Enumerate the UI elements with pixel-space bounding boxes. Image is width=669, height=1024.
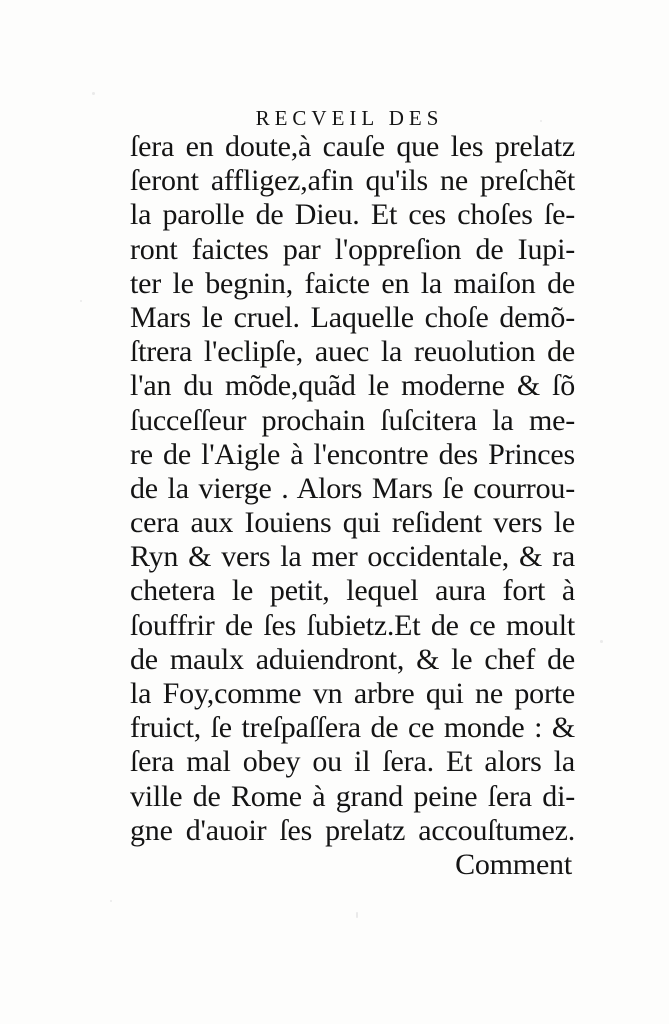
text-line: ville de Rome à grand peine ſera di- xyxy=(130,779,575,813)
text-line: ſera en doute,à cauſe que les prelatz xyxy=(130,130,575,163)
paper-speckle xyxy=(600,640,603,643)
paper-speckle xyxy=(80,300,82,302)
body-text xyxy=(130,130,575,882)
catchword: Comment xyxy=(455,847,572,881)
text-line: Ryn & vers la mer occidentale, & ra xyxy=(130,540,575,574)
text-line: ſucceſſeur prochain ſuſcitera la me- xyxy=(130,403,575,437)
paper-speckle xyxy=(356,912,358,918)
text-line: cera aux Iouiens qui reſident vers le xyxy=(130,506,575,540)
text-line: chetera le petit, lequel aura fort à xyxy=(130,574,575,608)
text-line: l'an du mõde,quãd le moderne & ſõ xyxy=(130,369,575,403)
text-line: Mars le cruel. Laquelle choſe demõ- xyxy=(130,300,575,334)
text-line: de la vierge . Alors Mars ſe courrou- xyxy=(130,471,575,505)
text-line: gne d'auoir ſes prelatz accouſtumez. xyxy=(130,813,575,847)
paper-speckle xyxy=(110,900,112,902)
text-line: ſtrera l'eclipſe, auec la reuolution de xyxy=(130,335,575,369)
text-line: ſera mal obey ou il ſera. Et alors la xyxy=(130,745,575,779)
paper-speckle xyxy=(92,92,95,95)
text-line: de maulx aduiendront, & le chef de xyxy=(130,642,575,676)
text-line: ſouffrir de ſes ſubietz.Et de ce moult xyxy=(130,608,575,642)
text-line: fruict, ſe treſpaſſera de ce monde : & xyxy=(130,711,575,745)
text-line: la Foy,comme vn arbre qui ne porte xyxy=(130,677,575,710)
running-head: RECVEIL DES xyxy=(255,106,444,130)
text-line: la parolle de Dieu. Et ces choſes ſe- xyxy=(130,198,575,232)
text-line: ſeront affligez,afin qu'ils ne preſchẽt xyxy=(130,164,575,198)
text-line: ront faictes par l'oppreſion de Iupi- xyxy=(130,232,575,266)
text-line: ter le begnin, faicte en la maiſon de xyxy=(130,266,575,300)
text-line: re de l'Aigle à l'encontre des Princes xyxy=(130,437,575,471)
